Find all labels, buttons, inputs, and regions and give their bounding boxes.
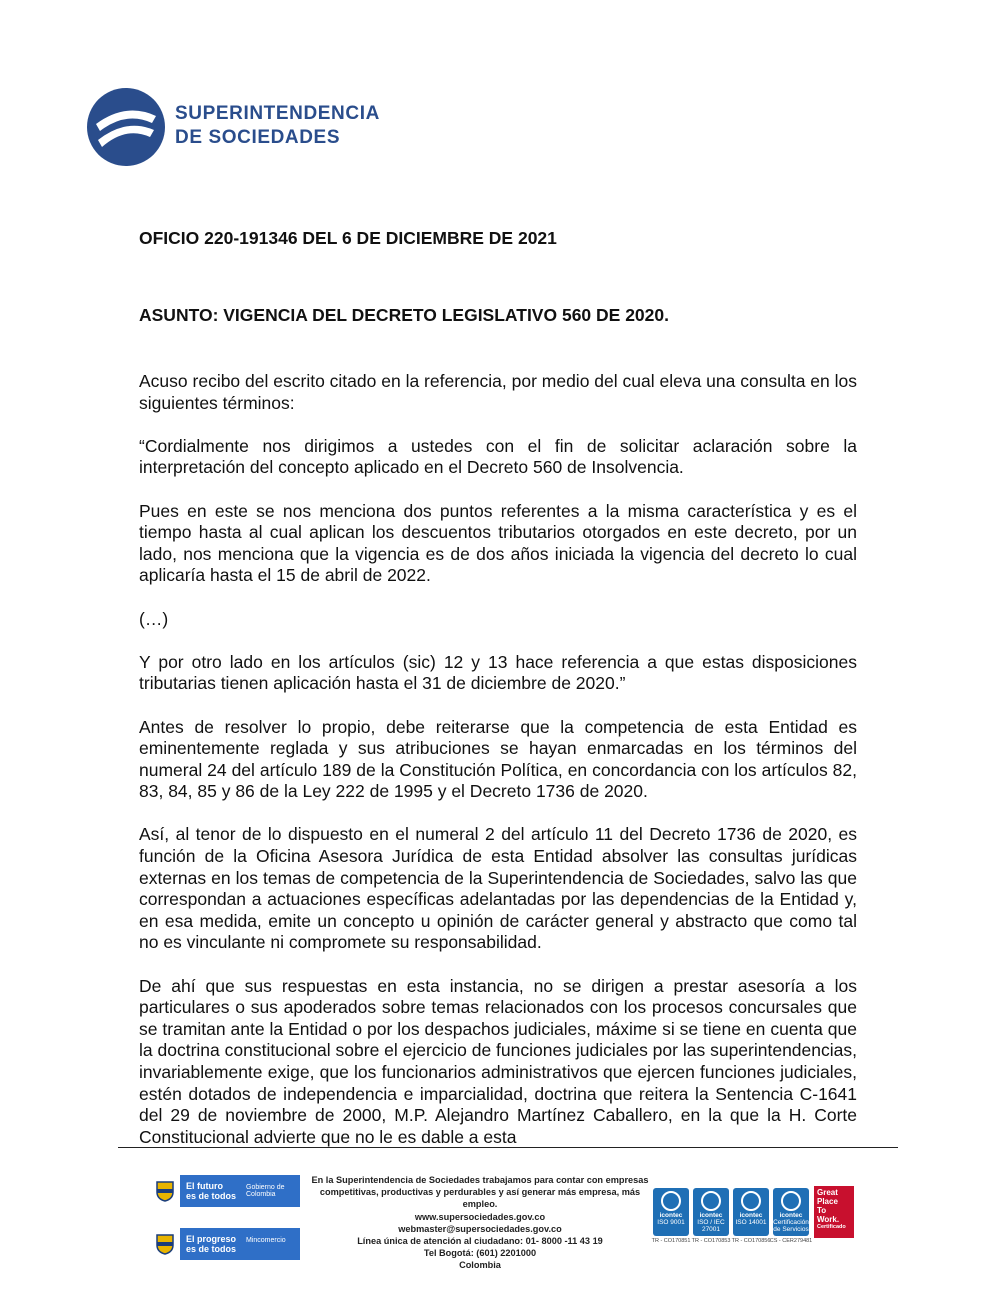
gobierno-badge — [150, 1175, 300, 1207]
paragraph: (…) — [139, 608, 169, 629]
superintendencia-emblem-icon — [86, 86, 166, 168]
contact-line: En la Superintendencia de Sociedades trabajamos para contar con empresas — [311, 1175, 649, 1185]
icontec-icon — [741, 1191, 761, 1211]
gov1-line1: El futuro — [186, 1181, 223, 1191]
gov1-line2: es de todos — [186, 1191, 237, 1201]
contact-line: Tel Bogotá: (601) 2201000 — [423, 1248, 537, 1259]
paragraph: Así, al tenor de lo dispuesto en el numeral 2 del artículo 11 del Decreto 1736 de 2020, es función de la Oficina Asesora Jurídica de esta Entidad absolver las consultas jurídicas externas en los temas de competencia de la Superintendencia de Sociedades, salvo las que correspondan a actuaciones específicas adelantadas por las dependencias de la Entidad y, en esa medida, emite un concepto u opinión de carácter general y abstracto que como tal no es vinculante ni compromete su responsabilidad. — [139, 824, 857, 953]
footer-divider — [118, 1147, 898, 1148]
gov2-line1: El progreso — [186, 1234, 237, 1244]
superintendencia-logo — [86, 86, 426, 168]
website-link[interactable]: www.supersociedades.gov.co — [414, 1211, 546, 1222]
contact-line: competitivas, productivas y perdurables y así generar más empresa, más empleo. — [319, 1187, 641, 1210]
email-link[interactable]: webmaster@supersociedades.gov.co — [398, 1223, 562, 1234]
icontec-iso27001-badge: icontec ISO / IEC 27001 TR - CO170853 — [693, 1188, 729, 1236]
asunto-heading: ASUNTO: VIGENCIA DEL DECRETO LEGISLATIVO 560 DE 2020. — [139, 305, 669, 325]
paragraph: De ahí que sus respuestas en esta instancia, no se dirigen a prestar asesoría a los particulares o sus apoderados sobre temas relacionados con los procesos concursales que se tramitan ante la Entidad o por los despachos judiciales, máxime si se tiene en cuenta que la doctrina constitucional sobre el ejercicio de funciones judiciales por las superintendencias, invariablemente exige, que los funcionarios administrativos que ejercen funciones judiciales, estén dotados de independencia e imparcialidad, doctrina que reitera la Sentencia C-1641 del 29 de noviembre de 2000, M.P. Alejandro Martínez Caballero, en la que la H. Corte Constitucional advierte que no le es dable a esta — [139, 975, 857, 1147]
gov1-entity: Gobierno de Colombia — [246, 1184, 285, 1198]
colombia-seal-icon — [150, 1175, 180, 1207]
icontec-iso9001-badge: icontec ISO 9001 TR - CO170851 — [653, 1188, 689, 1236]
icontec-icon — [781, 1191, 801, 1211]
colombia-seal-icon — [150, 1228, 180, 1260]
mincomercio-badge — [150, 1228, 300, 1260]
paragraph: Y por otro lado en los artículos (sic) 12 y 13 hace referencia a que estas disposiciones tributarias tienen aplicación hasta el 31 de diciembre de 2020.” — [139, 651, 857, 694]
oficio-heading: OFICIO 220-191346 DEL 6 DE DICIEMBRE DE 2021 — [139, 228, 557, 248]
icontec-icon — [661, 1191, 681, 1211]
paragraph: Acuso recibo del escrito citado en la referencia, por medio del cual eleva una consulta en los siguientes términos: — [139, 371, 857, 413]
gov2-line2: es de todos — [186, 1244, 237, 1254]
contact-line: Colombia — [459, 1260, 501, 1271]
logo-line2: DE SOCIEDADES — [175, 127, 341, 148]
icontec-iso14001-badge: icontec ISO 14001 TR - CO170856 — [733, 1188, 769, 1236]
paragraph: Antes de resolver lo propio, debe reiterarse que la competencia de esta Entidad es eminentemente reglada y sus atribuciones se hayan enmarcadas en los términos del numeral 24 del artículo 189 de la Constitución Política, en concordancia con los artículos 82, 83, 84, 85 y 86 de la Ley 222 de 1995 y el Decreto 1736 de 2020. — [139, 716, 857, 802]
footer-contact — [310, 1174, 650, 1272]
logo-line1: SUPERINTENDENCIA — [175, 103, 380, 124]
great-place-to-work-badge: Great Place To Work. Certificado — [814, 1186, 854, 1238]
gov2-entity: Mincomercio — [246, 1237, 286, 1244]
paragraph: Pues en este se nos menciona dos puntos referentes a la misma característica y es el tiempo hasta al cual aplican los descuentos tributarios otorgados en este decreto, por un lado, nos menciona que la vigencia es de dos años iniciada la vigencia del decreto lo cual aplicaría hasta el 15 de abril de 2022. — [139, 500, 857, 586]
paragraph: “Cordialmente nos dirigimos a ustedes con el fin de solicitar aclaración sobre la interpretación del concepto aplicado en el Decreto 560 de Insolvencia. — [139, 435, 857, 478]
document-body — [139, 371, 857, 1148]
contact-line: Línea única de atención al ciudadano: 01- 8000 -11 43 19 — [357, 1236, 603, 1247]
icontec-servicios-badge: icontec Certificación de Servicios CS - CER279481 — [773, 1188, 809, 1236]
icontec-icon — [701, 1191, 721, 1211]
